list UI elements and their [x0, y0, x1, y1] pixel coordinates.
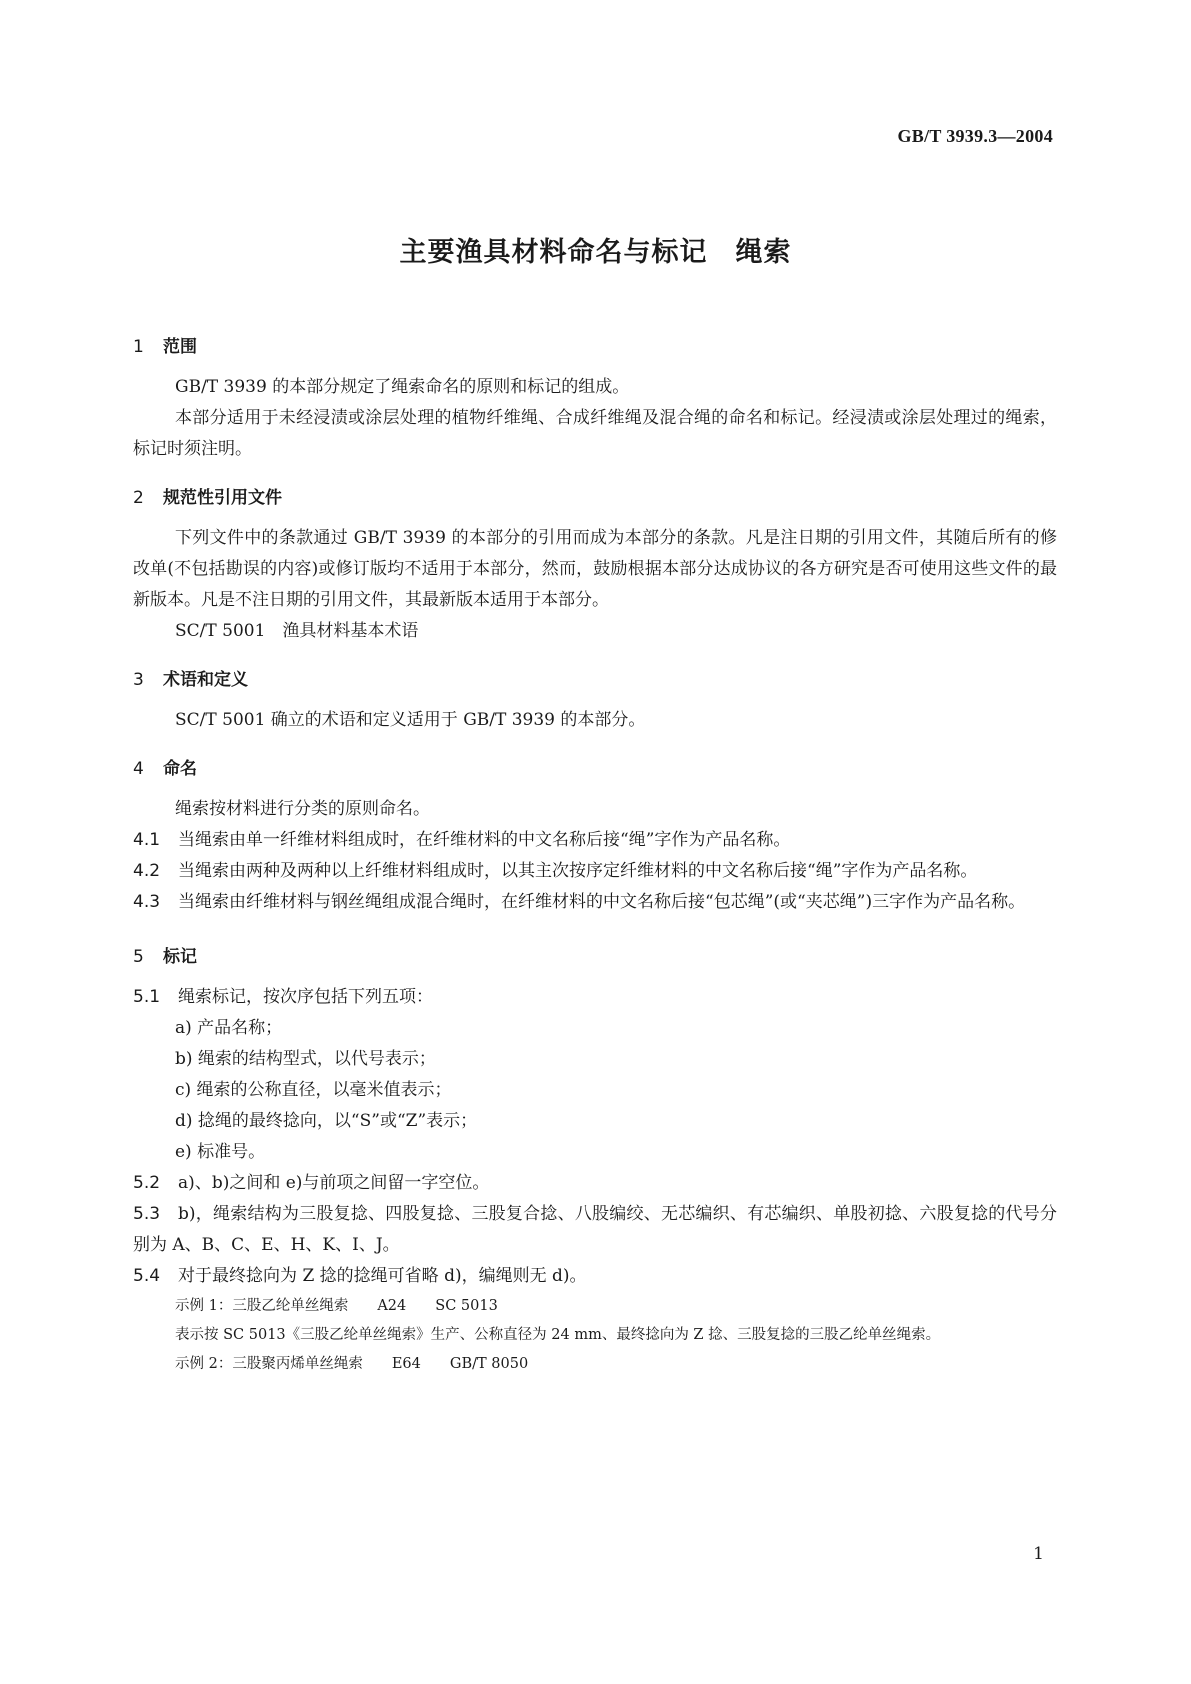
- section-heading-scope: [133, 330, 1057, 364]
- example-2: 示例 2：三股聚丙烯单丝绳索 E64 GB/T 8050: [175, 1356, 529, 1372]
- clause-number: 5.2: [133, 1173, 161, 1193]
- section-heading-terms: [133, 663, 1057, 697]
- paragraph: 下列文件中的条款通过 GB/T 3939 的本部分的引用而成为本部分的条款。凡是注日期的引用文件，其随后所有的修改单(不包括勘误的内容)或修订版均不适用于本部分，然而，鼓励根据本部分达成协议的各方研究是否可使用这些文件的最新版本。凡是不注日期的引用文件，其最新版本适用于本部分。: [133, 528, 1057, 610]
- clause-4-2: [133, 856, 1057, 887]
- clause-text: b)，绳索结构为三股复捻、四股复捻、三股复合捻、八股编绞、无芯编织、有芯编织、单股初捻、六股复捻的代号分别为 A、B、C、E、H、K、I、J。: [133, 1204, 1057, 1255]
- clause-text: 当绳索由单一纤维材料组成时，在纤维材料的中文名称后接“绳”字作为产品名称。: [178, 830, 791, 850]
- paragraph: 绳索按材料进行分类的原则命名。: [175, 799, 430, 819]
- section-title: 命名: [163, 759, 197, 779]
- clause-4-1: [133, 825, 1057, 856]
- page-number: 1: [1033, 1544, 1044, 1564]
- example-1-description: 表示按 SC 5013《三股乙纶单丝绳索》生产、公称直径为 24 mm、最终捻向为 Z 捻、三股复捻的三股乙纶单丝绳索。: [175, 1327, 941, 1343]
- list-item: c) 绳索的公称直径，以毫米值表示；: [175, 1080, 452, 1100]
- clause-5-2: [133, 1168, 1057, 1199]
- clause-text: 绳索标记，按次序包括下列五项：: [178, 987, 434, 1007]
- clause-text: 当绳索由纤维材料与钢丝绳组成混合绳时，在纤维材料的中文名称后接“包芯绳”(或“夹芯绳”)三字作为产品名称。: [178, 892, 1026, 912]
- reference-entry: SC/T 5001 渔具材料基本术语: [175, 621, 419, 641]
- clause-number: 4.2: [133, 861, 161, 881]
- clause-4-3: [133, 887, 1057, 918]
- list-item: e) 标准号。: [175, 1142, 266, 1162]
- section-title: 术语和定义: [163, 670, 248, 690]
- clause-number: 5.4: [133, 1266, 161, 1286]
- section-title: 规范性引用文件: [163, 488, 282, 508]
- section-heading-naming: [133, 752, 1057, 786]
- section-heading-normative-references: [133, 481, 1057, 515]
- section-heading-marking: [133, 940, 1057, 974]
- clause-5-3: [133, 1199, 1057, 1261]
- section-number: 1: [133, 337, 144, 357]
- list-item: a) 产品名称；: [175, 1018, 283, 1038]
- section-title: 范围: [163, 337, 197, 357]
- document-title: 主要渔具材料命名与标记 绳索: [399, 237, 792, 268]
- section-number: 2: [133, 488, 144, 508]
- clause-text: a)、b)之间和 e)与前项之间留一字空位。: [178, 1173, 490, 1193]
- paragraph: SC/T 5001 确立的术语和定义适用于 GB/T 3939 的本部分。: [175, 710, 646, 730]
- clause-number: 4.3: [133, 892, 161, 912]
- clause-text: 当绳索由两种及两种以上纤维材料组成时，以其主次按序定纤维材料的中文名称后接“绳”字作为产品名称。: [178, 861, 978, 881]
- standard-code: GB/T 3939.3—2004: [897, 126, 1053, 146]
- section-title: 标记: [163, 947, 197, 967]
- list-item: d) 捻绳的最终捻向，以“S”或“Z”表示；: [175, 1111, 478, 1131]
- clause-number: 5.3: [133, 1204, 161, 1224]
- paragraph: 本部分适用于未经浸渍或涂层处理的植物纤维绳、合成纤维绳及混合绳的命名和标记。经浸渍或涂层处理过的绳索，标记时须注明。: [133, 408, 1057, 459]
- example-1: 示例 1：三股乙纶单丝绳索 A24 SC 5013: [175, 1298, 498, 1314]
- paragraph: GB/T 3939 的本部分规定了绳索命名的原则和标记的组成。: [175, 377, 630, 397]
- clause-number: 5.1: [133, 987, 161, 1007]
- document-body: [133, 330, 1057, 1379]
- section-number: 5: [133, 947, 144, 967]
- clause-5-1: [133, 982, 1057, 1013]
- clause-text: 对于最终捻向为 Z 捻的捻绳可省略 d)，编绳则无 d)。: [178, 1266, 587, 1286]
- list-item: b) 绳索的结构型式，以代号表示；: [175, 1049, 436, 1069]
- clause-number: 4.1: [133, 830, 161, 850]
- clause-5-4: [133, 1261, 1057, 1292]
- section-number: 3: [133, 670, 144, 690]
- section-number: 4: [133, 759, 144, 779]
